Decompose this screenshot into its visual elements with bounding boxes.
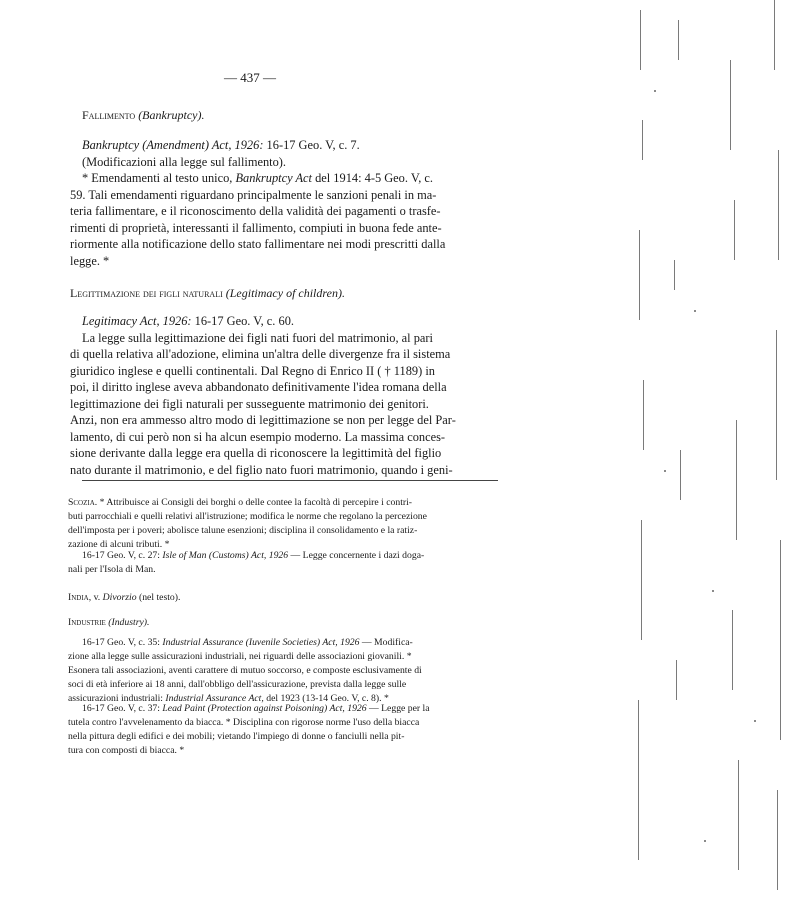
- note-line: 16-17 Geo. V, c. 37: Lead Paint (Protection against Poisoning) Act, 1926 — Legge per la: [82, 703, 430, 714]
- note-line: assicurazioni industriali: Industrial Assurance Act, del 1923 (13-14 Geo. V, c. 8). *: [68, 693, 389, 704]
- bankruptcy-act-paragraph: [70, 137, 496, 269]
- text-line: nato durante il matrimonio, e del figlio nato fuori matrimonio, quando i geni-: [70, 462, 453, 477]
- heading-fallimento-english: (Bankruptcy).: [138, 108, 205, 122]
- note-industrial-assurance: [68, 636, 496, 706]
- note-line: 16-17 Geo. V, c. 35: Industrial Assurance (Iuvenile Societies) Act, 1926 — Modifica-: [82, 637, 413, 648]
- heading-fallimento-label: Fallimento: [82, 108, 136, 122]
- text-line: di quella relativa all'adozione, elimina un'altra delle divergenze fra il sistema: [70, 347, 451, 361]
- text-line: sione derivante dalla legge era quella di riconoscere la legittimità del figlio: [70, 446, 442, 460]
- note-line: soci di età inferiore ai 18 anni, dall'obbligo dell'assicurazione, prevista dalla legge sulle: [68, 679, 407, 690]
- footnote-divider: [82, 480, 498, 481]
- text-line: Anzi, non era ammesso altro modo di legittimazione se non per legge del Par-: [70, 413, 456, 427]
- text-line: lamento, di cui però non si ha alcun esempio moderno. La massima conces-: [70, 429, 446, 444]
- heading-legittimazione-english: (Legitimacy of children).: [225, 286, 345, 300]
- text-line: poi, il diritto inglese aveva abbandonato definitivamente l'idea romana della: [70, 380, 447, 394]
- note-industrie-heading: Industrie (Industry).: [68, 617, 150, 628]
- scan-bleed-margin: [634, 0, 790, 900]
- section-heading-legittimazione: [70, 285, 500, 301]
- note-isle-of-man: [68, 549, 496, 577]
- text-line: La legge sulla legittimazione dei figli nati fuori del matrimonio, al pari: [82, 330, 433, 345]
- text-line: Legitimacy Act, 1926: 16-17 Geo. V, c. 60.: [82, 314, 294, 328]
- note-line: Scozia. * Attribuisce ai Consigli dei borghi o delle contee la facoltà di percepire i contri-: [68, 497, 413, 508]
- note-india: India, v. Divorzio (nel testo).: [68, 592, 181, 603]
- text-line: riormente alla notificazione dello stato fallimentare nei modi prescritti dalla: [70, 237, 446, 251]
- note-lead-paint: [68, 702, 496, 758]
- note-line: buti parrocchiali e quelli relativi all'istruzione; modifica le norme che regolano la percezione: [68, 511, 427, 522]
- note-scozia: [68, 496, 496, 552]
- note-line: nella pittura degli edifici e dei mobili; vietando l'impiego di donne o fanciulli nella pit-: [68, 731, 405, 742]
- text-line: 59. Tali emendamenti riguardano principalmente le sanzioni penali in ma-: [70, 187, 437, 202]
- text-line: (Modificazioni alla legge sul fallimento).: [82, 154, 287, 169]
- text-line: rimenti di proprietà, interessanti il fallimento, compiuti in buona fede ante-: [70, 220, 442, 235]
- text-line: legge. *: [70, 253, 110, 268]
- text-line: * Emendamenti al testo unico, Bankruptcy Act del 1914: 4-5 Geo. V, c.: [82, 171, 433, 185]
- text-line: giuridico inglese e quelli continentali. Dal Regno di Enrico II ( † 1189) in: [70, 363, 435, 378]
- note-line: 16-17 Geo. V, c. 27: Isle of Man (Customs) Act, 1926 — Legge concernente i dazi doga-: [82, 550, 425, 561]
- note-line: Esonera tali associazioni, aventi carattere di mutuo soccorso, e composte esclusivamente di: [68, 665, 422, 676]
- note-line: zione alla legge sulle assicurazioni industriali, nei riguardi delle associazioni giovanili. *: [68, 651, 412, 662]
- legitimacy-act-paragraph: [70, 313, 496, 478]
- note-line: zazione di alcuni tributi. *: [68, 539, 170, 550]
- text-line: legittimazione dei figli naturali per susseguente matrimonio dei genitori.: [70, 396, 429, 411]
- section-heading-fallimento: [82, 107, 496, 123]
- heading-legittimazione-label: Legittimazione dei figli naturali: [70, 286, 223, 300]
- page-number: — 437 —: [224, 70, 276, 85]
- note-line: dell'imposta per i poveri; abolisce talune esenzioni; disciplina il consolidamento e la ratiz-: [68, 525, 418, 536]
- note-line: tura con composti di biacca. *: [68, 745, 185, 756]
- note-line: tutela contro l'avvelenamento da biacca. * Disciplina con rigorose norme l'uso della biacca: [68, 717, 420, 728]
- text-line: Bankruptcy (Amendment) Act, 1926: 16-17 Geo. V, c. 7.: [82, 138, 360, 152]
- text-line: teria fallimentare, e il riconoscimento della validità dei pagamenti o trasfe-: [70, 204, 441, 218]
- note-line: nali per l'Isola di Man.: [68, 564, 156, 575]
